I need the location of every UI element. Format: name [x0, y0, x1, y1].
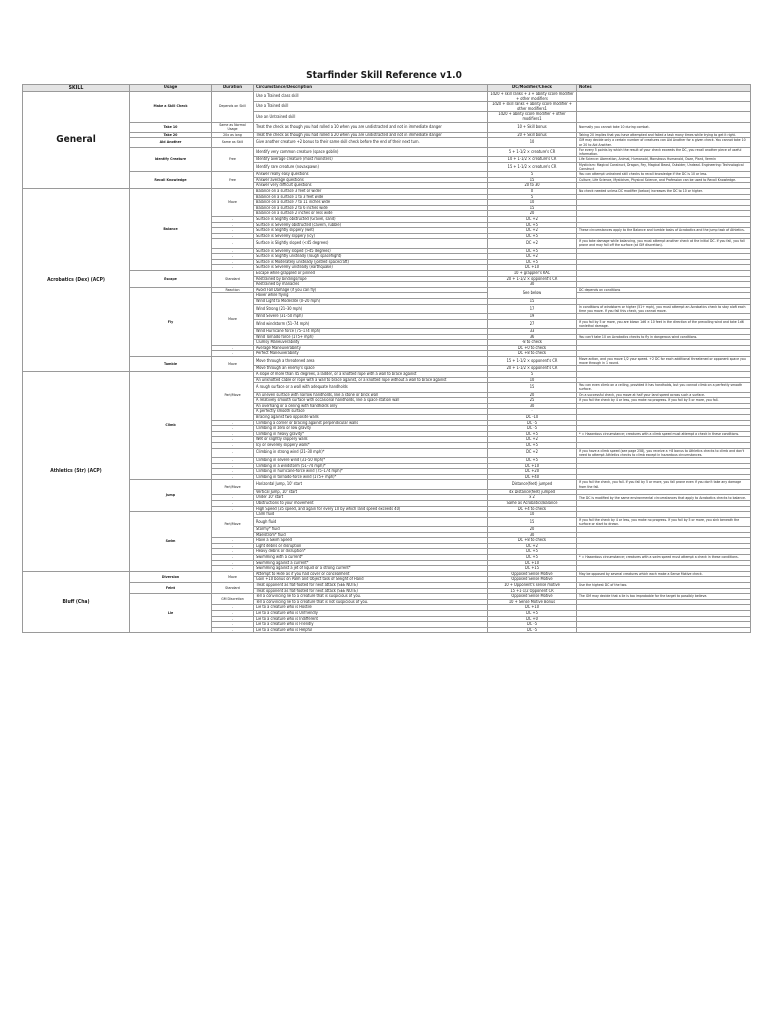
usage-cell: Balance: [130, 188, 212, 270]
table-body: [23, 92, 751, 633]
duration-cell: -: [212, 431, 254, 437]
duration-cell: -: [212, 474, 254, 480]
notes-cell: Taking 20 implies that you have attempted and failed a task many times while trying to get it right.: [577, 132, 751, 138]
usage-cell: Feint: [130, 583, 212, 594]
duration-cell: -: [212, 616, 254, 622]
duration-cell: Same as Normal Usage: [212, 122, 254, 132]
duration-cell: -: [212, 555, 254, 561]
duration-cell: -: [212, 345, 254, 351]
dc-cell: 30: [488, 532, 577, 538]
duration-cell: -: [212, 426, 254, 432]
notes-cell: [577, 627, 751, 633]
dc-cell: DC -5: [488, 627, 577, 633]
usage-cell: Identify Creature: [130, 147, 212, 171]
dc-cell: DC +20: [488, 469, 577, 475]
circumstance-cell: Treat the check as though you had rolled a 20 when you are undistracted and not in immediate danger: [254, 132, 488, 138]
duration-cell: -: [212, 605, 254, 611]
notes-cell: * = Hazardous circumstance; creatures with a swim speed must attempt a check in these conditions.: [577, 555, 751, 561]
duration-cell: -: [212, 469, 254, 475]
circumstance-cell: Vertical Jump, 10' start: [254, 489, 488, 495]
duration-cell: Depends on Skill: [212, 92, 254, 123]
dc-cell: DC -10: [488, 414, 577, 420]
circumstance-cell: Icy or severely slippery walls*: [254, 442, 488, 448]
circumstance-cell: Tell a convincing lie to a creature that is suspicious of you.: [254, 594, 488, 600]
dc-cell: 5: [488, 194, 577, 200]
header-skill: SKILL: [23, 85, 130, 92]
dc-cell: DC +15: [488, 566, 577, 572]
dc-cell: DC +10: [488, 560, 577, 566]
notes-cell: The DC is modified by the same environmental circumstances that apply to Acrobatics checks to balance.: [577, 495, 751, 501]
circumstance-cell: Stormy* fluid: [254, 527, 488, 533]
circumstance-cell: An unknotted cable or rope with a wall to brace against, or a knotted rope without a wall to brace against: [254, 377, 488, 383]
dc-cell: DC +2: [488, 228, 577, 234]
duration-cell: -: [212, 222, 254, 228]
dc-cell: DC -5: [488, 420, 577, 426]
notes-cell: Life Science: Aberration, Animal, Humanoid, Monstrous Humanoid, Ooze, Plant, Vermin: [577, 157, 751, 163]
circumstance-cell: Balance on a surface 2 to 6 inches wide: [254, 205, 488, 211]
dc-cell: 1d20 + skill ranks + ability score modifier + other modifiers1: [488, 102, 577, 112]
dc-cell: DC +5: [488, 611, 577, 617]
usage-cell: Fly: [130, 287, 212, 356]
duration-cell: -: [212, 500, 254, 506]
notes-cell: Move action, and you move 1/2 your speed. +2 DC for each additional threatened or opponent space you move through in 1 round.: [577, 357, 751, 366]
circumstance-cell: Have a Swim Speed: [254, 538, 488, 544]
header-usage: Usage: [130, 85, 212, 92]
notes-cell: On a successful check, you move at half your land speed across such a surface.: [577, 392, 751, 398]
duration-cell: -: [212, 216, 254, 222]
dc-cell: 20: [488, 527, 577, 533]
duration-cell: -: [212, 351, 254, 357]
notes-cell: May be opposed by several creatures which each make a Sense Motive check.: [577, 571, 751, 577]
circumstance-cell: Swimming against a jet of liquid or a strong current*: [254, 566, 488, 572]
skill-category: Bluff (Cha): [23, 571, 130, 633]
dc-cell: See below: [488, 287, 577, 298]
duration-cell: -: [212, 463, 254, 469]
circumstance-cell: Heavy debris or disruption*: [254, 549, 488, 555]
duration-cell: -: [212, 549, 254, 555]
dc-cell: DC +5: [488, 549, 577, 555]
usage-cell: Make a Skill Check: [130, 92, 212, 123]
usage-cell: Take 20: [130, 132, 212, 138]
circumstance-cell: Wind Strong (21–30 mph): [254, 304, 488, 313]
dc-cell: DC +2: [488, 239, 577, 248]
dc-cell: DC +5: [488, 222, 577, 228]
table-row: [23, 122, 751, 132]
dc-cell: 15 +1-1/2 Opponent CR: [488, 588, 577, 594]
circumstance-cell: Hover while flying: [254, 293, 488, 299]
dc-cell: DC +2: [488, 543, 577, 549]
notes-cell: In conditions of windstorm or higher (51+ mph), you must attempt an Acrobatics check to stay aloft each time you move. If you fail this check, you cannot move.: [577, 304, 751, 313]
notes-cell: Use the highest DC of the two.: [577, 583, 751, 589]
header-dc: DC/Modifier/Check: [488, 85, 577, 92]
circumstance-cell: Calm fluid: [254, 512, 488, 518]
dc-cell: 10: [488, 200, 577, 206]
dc-cell: x 2: [488, 495, 577, 501]
dc-cell: 0: [488, 188, 577, 194]
duration-cell: -: [212, 248, 254, 254]
circumstance-cell: Wind Severe (31–50 mph): [254, 314, 488, 320]
table-row: [23, 138, 751, 147]
dc-cell: Opposed Sense Motive: [488, 594, 577, 600]
notes-cell: DC depends on conditions: [577, 287, 751, 293]
notes-cell: No check needed unless DC modifier (below) increases the DC to 10 or higher.: [577, 188, 751, 194]
duration-cell: GM Discretion: [212, 594, 254, 605]
duration-cell: -: [212, 506, 254, 512]
dc-cell: DC +5: [488, 442, 577, 448]
notes-cell: If you fail by 5 or more, you are blown 1d6 × 10 feet in the direction of the prevailing wind and take 1d6 nonlethal damage.: [577, 319, 751, 328]
dc-cell: Opposed Sense Motive: [488, 577, 577, 583]
circumstance-cell: Climbing in zero or low gravity: [254, 426, 488, 432]
dc-cell: 10: [488, 377, 577, 383]
circumstance-cell: Treat the check as though you had rolled a 10 when you are undistracted and not in immediate danger: [254, 122, 488, 132]
duration-cell: Part/Move: [212, 480, 254, 495]
dc-cell: DC +5: [488, 233, 577, 239]
duration-cell: -: [212, 254, 254, 260]
duration-cell: -: [212, 495, 254, 501]
dc-cell: DC +2: [488, 254, 577, 260]
duration-cell: Move: [212, 357, 254, 372]
table-row: [23, 357, 751, 366]
notes-cell: * = Hazardous circumstance; creatures with a climb speed must attempt a check in these conditions.: [577, 431, 751, 437]
dc-cell: 10 + Opponent's sense motive: [488, 583, 577, 589]
header-row: [23, 85, 751, 92]
dc-cell: 15: [488, 517, 577, 526]
dc-cell: 20: [488, 211, 577, 217]
circumstance-cell: Tell a convincing lie to a creature that is not suspicious of you.: [254, 599, 488, 605]
dc-cell: DC +2: [488, 437, 577, 443]
notes-cell: GM may decide only a certain number of creatures can Aid Another for a given check. You cannot take 10 or 20 to Aid Another.: [577, 138, 751, 147]
dc-cell: 19: [488, 314, 577, 320]
skill-category: Athletics (Str) (ACP): [23, 372, 130, 572]
skill-table: [22, 84, 751, 633]
page-title: Starfinder Skill Reference v1.0: [306, 70, 462, 81]
circumstance-cell: Balance on a surface 7 to 11 inches wide: [254, 200, 488, 206]
dc-cell: Opposed Sense Motive: [488, 571, 577, 577]
dc-cell: Same as Acrobatics/Balance: [488, 500, 577, 506]
notes-cell: For every 5 points by which the result of your check exceeds the DC, you recall another piece of useful information.: [577, 147, 751, 156]
circumstance-cell: Bracing against two opposite walls: [254, 414, 488, 420]
dc-cell: 15 + 1-1/2 × creature's CR: [488, 162, 577, 171]
circumstance-cell: Treat opponent as flat-footed for next attack (SEE NOTE): [254, 583, 488, 589]
dc-cell: 27: [488, 319, 577, 328]
usage-cell: Escape: [130, 271, 212, 288]
dc-cell: DC +5: [488, 248, 577, 254]
circumstance-cell: Balance on a surface 2 inches or less wide: [254, 211, 488, 217]
circumstance-cell: A perfectly smooth surface: [254, 409, 488, 415]
notes-cell: The GM may decide that a lie is too improbable for the target to possibly believe.: [577, 594, 751, 600]
circumstance-cell: Surface is Severely sloped (>45 degrees): [254, 248, 488, 254]
dc-cell: DC -5: [488, 426, 577, 432]
circumstance-cell: Surface is Severely unsteady (earthquake): [254, 265, 488, 271]
table-row: [23, 480, 751, 489]
notes-cell: You can even climb on a ceiling, provided it has handholds, but you cannot climb on a perfectly smooth surface.: [577, 383, 751, 392]
duration-cell: -: [212, 259, 254, 265]
dc-cell: 5 + 1-1/2 × creature's CR: [488, 147, 577, 156]
usage-cell: Diversion: [130, 571, 212, 582]
notes-cell: You can't take 10 on Acrobatics checks to fly in dangerous wind conditions.: [577, 334, 751, 340]
circumstance-cell: Surface is Severely obstructed (cavern, rubble): [254, 222, 488, 228]
circumstance-cell: A rough surface or a wall with adequate handholds: [254, 383, 488, 392]
circumstance-cell: Lie to a creature who is Helpful: [254, 627, 488, 633]
circumstance-cell: Lie to a creature who is Friendly: [254, 622, 488, 628]
dc-cell: DC +5: [488, 555, 577, 561]
circumstance-cell: Treat opponent as flat-footed for next attack (SEE NOTE): [254, 588, 488, 594]
circumstance-cell: An uneven surface with narrow handholds, like a stone or brick wall: [254, 392, 488, 398]
dc-cell: -: [488, 409, 577, 415]
circumstance-cell: Maelstrom* fluid: [254, 532, 488, 538]
circumstance-cell: Surface is Slightly unsteady (rough spaceflight): [254, 254, 488, 260]
circumstance-cell: Clumsy Maneuverability: [254, 340, 488, 346]
circumstance-cell: Move through a threatened area: [254, 357, 488, 366]
circumstance-cell: Average Maneuverability: [254, 345, 488, 351]
duration-cell: Same as Skill: [212, 138, 254, 147]
duration-cell: Standard: [212, 583, 254, 594]
circumstance-cell: Surface is Severely slippery (icy): [254, 233, 488, 239]
circumstance-cell: Climbing in severe wind (31–50 mph)*: [254, 457, 488, 463]
notes-cell: If you fail the check by 4 or less, you make no progress. If you fail by 5 or more, you fall.: [577, 398, 751, 404]
duration-cell: -: [212, 233, 254, 239]
duration-cell: Standard: [212, 271, 254, 288]
duration-cell: Move: [212, 293, 254, 345]
dc-cell: DC +40: [488, 474, 577, 480]
circumstance-cell: Lie to a creature who is Indifferent: [254, 616, 488, 622]
notes-cell: Mysticism: Magical Construct, Dragon, Fey, Magical Beast, Outsider, Undead. Engineering: Technological Construct: [577, 162, 751, 171]
duration-cell: -: [212, 448, 254, 457]
skill-category: General: [23, 92, 130, 189]
usage-cell: Lie: [130, 594, 212, 633]
dc-cell: 15: [488, 177, 577, 183]
circumstance-cell: Surface is Slightly obstructed (Gravel, sand): [254, 216, 488, 222]
circumstance-cell: Lie to a creature who is Hostile: [254, 605, 488, 611]
duration-cell: -: [212, 566, 254, 572]
notes-cell: Culture, Life Science, Mysticism, Physical Science, and Profession can be used to Recall Knowledge.: [577, 177, 751, 183]
circumstance-cell: Climbing in hurricane-force wind (75–174 mph)*: [254, 469, 488, 475]
duration-cell: -: [212, 560, 254, 566]
dc-cell: 20 to 30: [488, 183, 577, 189]
dc-cell: 20 + 1-1/2 × opponent's CR: [488, 366, 577, 372]
dc-cell: DC +0 to check: [488, 345, 577, 351]
dc-cell: Distance(feet) jumped: [488, 480, 577, 489]
dc-cell: 4x Distance(feet) jumped: [488, 489, 577, 495]
dc-cell: 17: [488, 304, 577, 313]
notes-cell: If you fail the check, you fall. If you fail by 5 or more, you fall prone even if you don't take any damage from the fall.: [577, 480, 751, 489]
dc-cell: DC +5: [488, 457, 577, 463]
usage-cell: Recall Knowledge: [130, 172, 212, 189]
circumstance-cell: Climbing in strong wind (21–30 mph)*: [254, 448, 488, 457]
circumstance-cell: Swimming with a current*: [254, 555, 488, 561]
circumstance-cell: Restrained by bindings/rope: [254, 276, 488, 282]
table-row: [23, 147, 751, 156]
circumstance-cell: Surface is Slightly sloped (<45 degrees): [254, 239, 488, 248]
dc-cell: 25: [488, 398, 577, 404]
circumstance-cell: Wind Light to Moderate (0–20 mph): [254, 299, 488, 305]
notes-cell: [577, 102, 751, 112]
circumstance-cell: Lie to a creature who is Unfriendly: [254, 611, 488, 617]
circumstance-cell: Answer very difficult questions: [254, 183, 488, 189]
circumstance-cell: A slope of more than 45 degrees, a ladder, or a knotted rope with a wall to brace against: [254, 372, 488, 378]
circumstance-cell: Answer really easy questions: [254, 172, 488, 178]
dc-cell: DC +8 to check: [488, 538, 577, 544]
duration-cell: Move: [212, 188, 254, 216]
dc-cell: DC +10: [488, 463, 577, 469]
notes-cell: [577, 112, 751, 122]
circumstance-cell: Restrained by manacles: [254, 282, 488, 288]
circumstance-cell: High Speed (35 speed, and again for every 10 by which land speed exceeds 40): [254, 506, 488, 512]
header-duration: Duration: [212, 85, 254, 92]
circumstance-cell: Use an Untrained skill: [254, 112, 488, 122]
dc-cell: -8 to check: [488, 340, 577, 346]
dc-cell: DC +2: [488, 216, 577, 222]
dc-cell: 20 + Skill bonus: [488, 132, 577, 138]
duration-cell: -: [212, 457, 254, 463]
dc-cell: 1d20 + ability score modifier + other modifiers1: [488, 112, 577, 122]
duration-cell: -: [212, 627, 254, 633]
circumstance-cell: Wind Hurricane force (75–174 mph): [254, 329, 488, 335]
duration-cell: -: [212, 265, 254, 271]
circumstance-cell: Obstructions to your movement: [254, 500, 488, 506]
circumstance-cell: Perfect Maneuverability: [254, 351, 488, 357]
duration-cell: Part/Move: [212, 512, 254, 538]
circumstance-cell: Horizontal Jump, 10' start: [254, 480, 488, 489]
duration-cell: Free: [212, 147, 254, 171]
usage-cell: Take 10: [130, 122, 212, 132]
circumstance-cell: Surface is Moderately unsteady (jostled spacecraft): [254, 259, 488, 265]
duration-cell: -: [212, 239, 254, 248]
circumstance-cell: Use a Trained skill: [254, 102, 488, 112]
dc-cell: 10 + Sense Motive Bonus: [488, 599, 577, 605]
dc-cell: 10 + 1-1/2 × creature's CR: [488, 157, 577, 163]
circumstance-cell: Identify average creature (most monsters): [254, 157, 488, 163]
duration-cell: -: [212, 437, 254, 443]
notes-cell: You can attempt untrained skill checks to recall knowledge if the DC is 10 or less.: [577, 172, 751, 178]
circumstance-cell: A relatively smooth surface with occasional handholds, like a space station wall: [254, 398, 488, 404]
duration-cell: -: [212, 622, 254, 628]
circumstance-cell: Climbing in heavy gravity*: [254, 431, 488, 437]
circumstance-cell: Attempt to Hide as if you had cover or concealment: [254, 571, 488, 577]
duration-cell: -: [212, 442, 254, 448]
duration-cell: -: [212, 538, 254, 544]
duration-cell: Part/Move: [212, 372, 254, 421]
circumstance-cell: Identify very common creature (space goblin): [254, 147, 488, 156]
dc-cell: 10 + grappler's KAC: [488, 271, 577, 277]
circumstance-cell: Light debris or disruption: [254, 543, 488, 549]
notes-cell: If you take damage while balancing, you must attempt another check at the initial DC. If you fail, you fall prone and may fall off the surface (at GM discretion).: [577, 239, 751, 248]
circumstance-cell: Wind windstorm (51–74 mph): [254, 319, 488, 328]
duration-cell: -: [212, 611, 254, 617]
usage-cell: Tumble: [130, 357, 212, 372]
notes-cell: [577, 92, 751, 102]
circumstance-cell: Balance on a surface 3 feet or wider: [254, 188, 488, 194]
circumstance-cell: Climbing in tornado-force wind (175+ mph)*: [254, 474, 488, 480]
dc-cell: 15 + 1-1/2 × opponent's CR: [488, 357, 577, 366]
circumstance-cell: Wind Tornado force (175+ mph): [254, 334, 488, 340]
dc-cell: 36: [488, 334, 577, 340]
circumstance-cell: Surface is Slightly slippery (wet): [254, 228, 488, 234]
dc-cell: 15: [488, 383, 577, 392]
circumstance-cell: Wet or slightly slippery walls: [254, 437, 488, 443]
notes-cell: If you have a climb speed (see page 258), you receive a +8 bonus to Athletics checks to climb and don't need to attempt Athletics checks to climb except in hazardous circumstances.: [577, 448, 751, 457]
duration-cell: -: [212, 420, 254, 426]
circumstance-cell: Use a Trained class skill: [254, 92, 488, 102]
dc-cell: 15: [488, 299, 577, 305]
dc-cell: DC +10: [488, 265, 577, 271]
duration-cell: 20x as long: [212, 132, 254, 138]
dc-cell: 33: [488, 329, 577, 335]
usage-cell: Aid Another: [130, 138, 212, 147]
dc-cell: 10: [488, 512, 577, 518]
circumstance-cell: Move through an enemy's space: [254, 366, 488, 372]
dc-cell: 10: [488, 138, 577, 147]
circumstance-cell: Answer average questions: [254, 177, 488, 183]
circumstance-cell: Gain +10 bonus on Palm and Object task of Sleight of Hand: [254, 577, 488, 583]
dc-cell: 20: [488, 392, 577, 398]
dc-cell: DC +10: [488, 605, 577, 611]
dc-cell: DC +2: [488, 448, 577, 457]
dc-cell: 30: [488, 282, 577, 288]
header-circumstance: Circumstance/Description: [254, 85, 488, 92]
circumstance-cell: Give another creature +2 bonus to their same skill check before the end of their next turn.: [254, 138, 488, 147]
dc-cell: DC +4 to check: [488, 506, 577, 512]
dc-cell: 5: [488, 372, 577, 378]
dc-cell: 30: [488, 403, 577, 409]
circumstance-cell: An overhang or a ceiling with handholds only: [254, 403, 488, 409]
notes-cell: If you fail the check by 4 or less, you make no progress. If you fail by 5 or more, you sink beneath the surface or start to drown.: [577, 517, 751, 526]
circumstance-cell: Under 10' start: [254, 495, 488, 501]
dc-cell: DC +8 to check: [488, 351, 577, 357]
circumstance-cell: Swimming against a current*: [254, 560, 488, 566]
circumstance-cell: Escape while grappled or pinned: [254, 271, 488, 277]
dc-cell: DC +5: [488, 431, 577, 437]
circumstance-cell: Balance on a surface 1 to 3 feet wide: [254, 194, 488, 200]
usage-cell: Swim: [130, 512, 212, 572]
notes-cell: Normally you cannot take 10 during combat.: [577, 122, 751, 132]
circumstance-cell: Avoid Fall Damage (if you can fly): [254, 287, 488, 293]
usage-cell: Jump: [130, 480, 212, 512]
circumstance-cell: Climbing in a windstorm (51–74 mph)*: [254, 463, 488, 469]
header-notes: Notes: [577, 85, 751, 92]
duration-cell: Free: [212, 172, 254, 189]
skill-category: Acrobatics (Dex) (ACP): [23, 188, 130, 371]
dc-cell: 15: [488, 205, 577, 211]
duration-cell: -: [212, 228, 254, 234]
circumstance-cell: Rough fluid: [254, 517, 488, 526]
dc-cell: 5: [488, 172, 577, 178]
dc-cell: 20 + 1-1/2 × opponent's CR: [488, 276, 577, 282]
circumstance-cell: Climbing a corner or bracing against perpendicular walls: [254, 420, 488, 426]
duration-cell: Reaction: [212, 287, 254, 293]
dc-cell: DC +5: [488, 259, 577, 265]
dc-cell: DC +0: [488, 616, 577, 622]
table-row: [23, 92, 751, 102]
duration-cell: Move: [212, 571, 254, 582]
dc-cell: 1d20 + skill ranks + 3 + ability score modifier + other modifiers: [488, 92, 577, 102]
usage-cell: Climb: [130, 372, 212, 480]
dc-cell: 10 + Skill bonus: [488, 122, 577, 132]
dc-cell: DC -5: [488, 622, 577, 628]
circumstance-cell: Identify rare creature (novaxpawn): [254, 162, 488, 171]
notes-cell: These circumstances apply to the Balance and tumble tasks of Acrobatics and the jump task of Athletics.: [577, 228, 751, 234]
duration-cell: -: [212, 543, 254, 549]
